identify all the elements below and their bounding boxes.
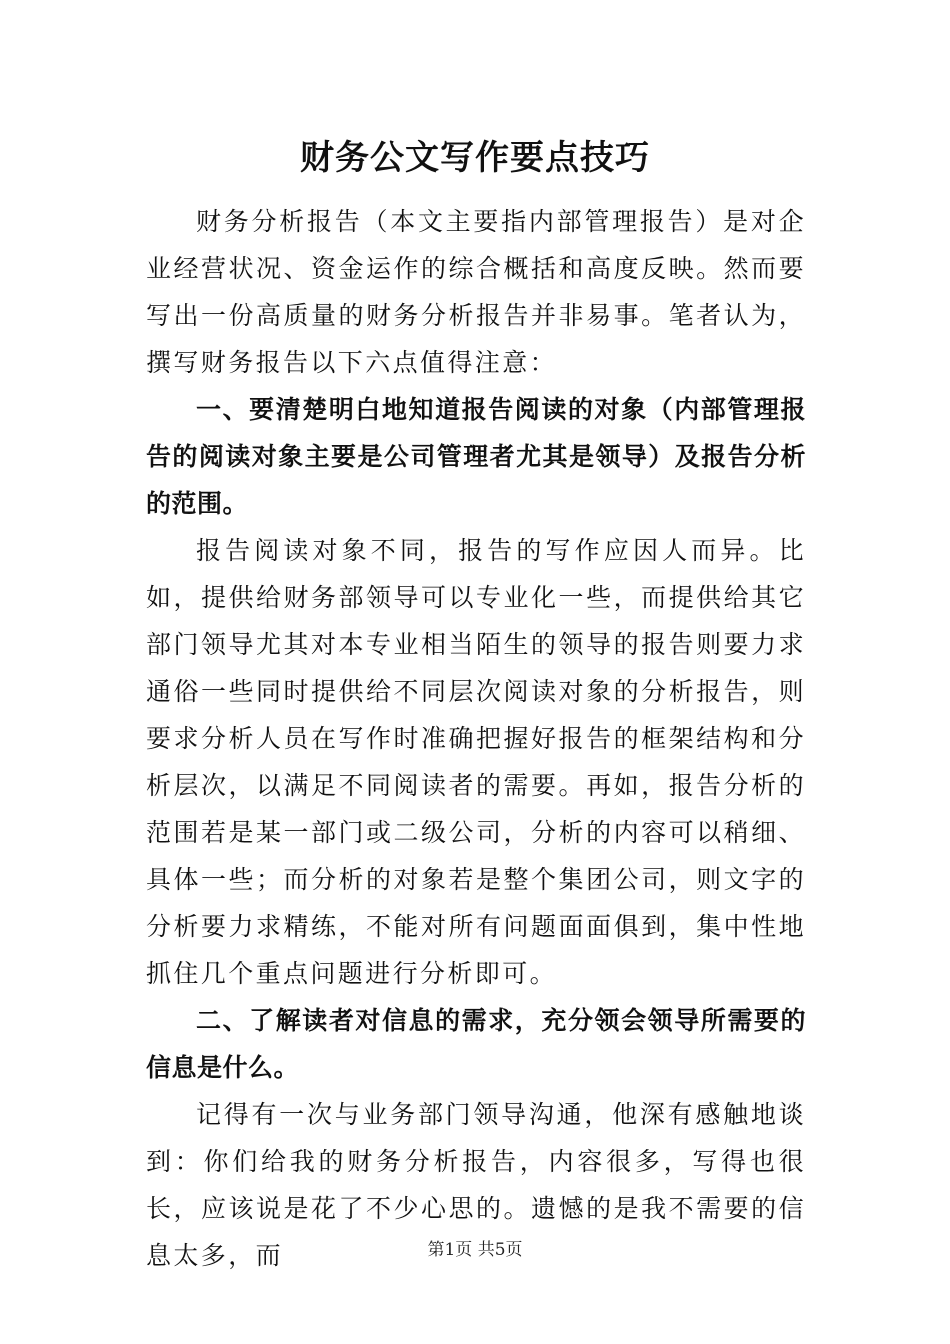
paragraph-reader-target: 报告阅读对象不同，报告的写作应因人而异。比如，提供给财务部领导可以专业化一些，而提供给其它部门领导尤其对本专业相当陌生的领导的报告则要力求通俗一些同时提供给不同层次阅读对象的分析报告，则要求分析人员在写作时准确把握好报告的框架结构和分析层次，以满足不同阅读者的需要。再如，报告分析的范围若是某一部门或二级公司，分析的内容可以稍细、具体一些；而分析的对象若是整个集团公司，则文字的分析要力求精练，不能对所有问题面面俱到，集中性地抓住几个重点问题进行分析即可。 <box>146 536 806 988</box>
paragraph-intro: 财务分析报告（本文主要指内部管理报告）是对企业经营状况、资金运作的综合概括和高度反映。然而要写出一份高质量的财务分析报告并非易事。笔者认为，撰写财务报告以下六点值得注意： <box>146 207 806 377</box>
document-body <box>146 198 806 1279</box>
page-number-footer: 第1页 共5页 <box>427 1240 523 1260</box>
section-heading-2: 二、了解读者对信息的需求，充分领会领导所需要的信息是什么。 <box>146 1006 806 1082</box>
paragraph-information-needs: 记得有一次与业务部门领导沟通，他深有感触地谈到：你们给我的财务分析报告，内容很多，写得也很长，应该说是花了不少心思的。遗憾的是我不需要的信息太多，而 <box>146 1100 806 1270</box>
section-heading-1: 一、要清楚明白地知道报告阅读的对象（内部管理报告的阅读对象主要是公司管理者尤其是领导）及报告分析的范围。 <box>146 395 806 518</box>
document-title: 财务公文写作要点技巧 <box>300 138 650 178</box>
